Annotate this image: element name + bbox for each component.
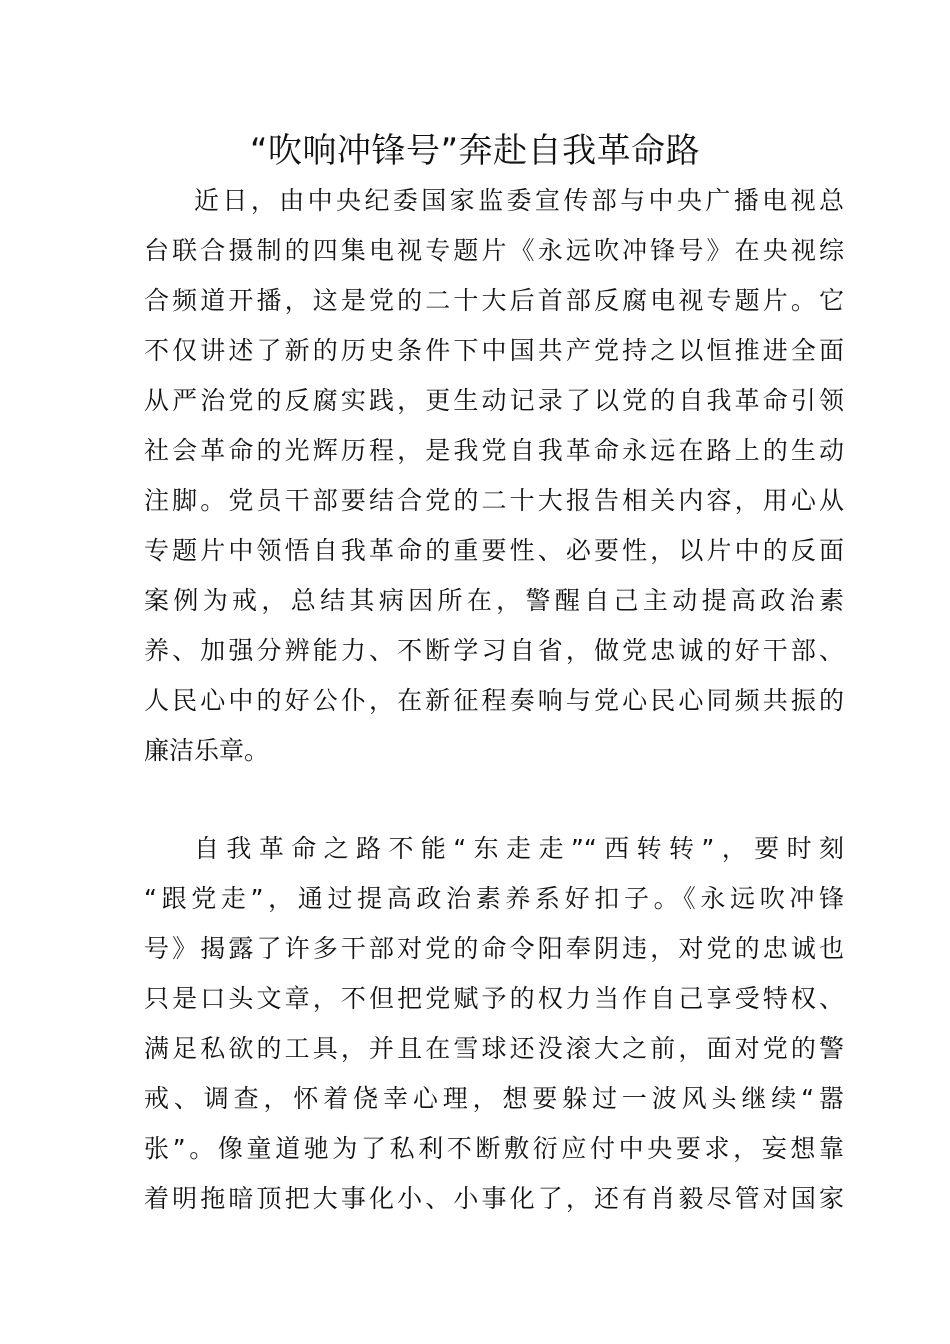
text-line: 案例为戒，总结其病因所在，警醒自己主动提高政治素 (144, 586, 844, 615)
paragraph-2 (144, 824, 844, 1224)
text-line: 注脚。党员干部要结合党的二十大报告相关内容，用心从 (144, 486, 844, 515)
text-line: 自我革命之路不能“东走走”“西转转”，要时刻 (194, 834, 844, 863)
text-line: 廉洁乐章。 (144, 736, 270, 765)
text-line: 满足私欲的工具，并且在雪球还没滚大之前，面对党的警 (144, 1034, 844, 1063)
paragraph-1 (144, 176, 844, 776)
text-line: 着明拖暗顶把大事化小、小事化了，还有肖毅尽管对国家 (144, 1184, 844, 1213)
text-line: “跟党走”，通过提高政治素养系好扣子。《永远吹冲锋 (144, 884, 844, 913)
text-line: 从严治党的反腐实践，更生动记录了以党的自我革命引领 (144, 386, 844, 415)
text-line: 号》揭露了许多干部对党的命令阳奉阴违，对党的忠诚也 (144, 934, 844, 963)
text-line: 社会革命的光辉历程，是我党自我革命永远在路上的生动 (144, 436, 844, 465)
text-line: 台联合摄制的四集电视专题片《永远吹冲锋号》在央视综 (144, 236, 844, 265)
text-line: 合频道开播，这是党的二十大后首部反腐电视专题片。它 (144, 286, 844, 315)
document-title: “吹响冲锋号”奔赴自我革命路 (249, 131, 701, 171)
text-line: 只是口头文章，不但把党赋予的权力当作自己享受特权、 (144, 984, 844, 1013)
text-line: 专题片中领悟自我革命的重要性、必要性，以片中的反面 (144, 536, 844, 565)
text-line: 养、加强分辨能力、不断学习自省，做党忠诚的好干部、 (144, 636, 844, 665)
text-line: 人民心中的好公仆，在新征程奏响与党心民心同频共振的 (144, 686, 844, 715)
text-line: 不仅讲述了新的历史条件下中国共产党持之以恒推进全面 (144, 336, 844, 365)
text-line: 近日，由中央纪委国家监委宣传部与中央广播电视总 (194, 186, 844, 215)
text-line: 张”。像童道驰为了私利不断敷衍应付中央要求，妄想靠 (144, 1134, 844, 1163)
text-line: 戒、调查，怀着侥幸心理，想要躲过一波风头继续“嚣 (144, 1084, 844, 1113)
